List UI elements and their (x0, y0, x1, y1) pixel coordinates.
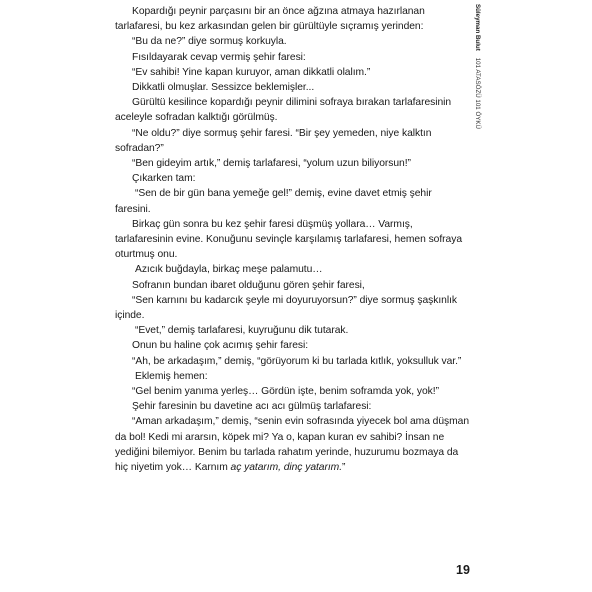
paragraph: “Ben gideyim artık,” demiş tarlafaresi, “yolum uzun biliyorsun!” (132, 158, 411, 170)
running-header (470, 4, 484, 224)
paragraph: Azıcık buğdayla, birkaç meşe palamutu… (135, 264, 323, 276)
running-header-text (473, 4, 481, 129)
paragraph: “Ah, be arkadaşım,” demiş, “görüyorum ki bu tarlada kıtlık, yoksulluk var.” (132, 355, 462, 367)
paragraph: Çıkarken tam: (132, 173, 196, 185)
paragraph: Onun bu haline çok acımış şehir faresi: (132, 340, 309, 352)
paragraph: “Sen de bir gün bana yemeğe gel!” demiş, evine davet etmiş şehir faresini. (115, 188, 432, 215)
running-header-title: 101 ATASÖZÜ 101 ÖYKÜ (474, 57, 481, 129)
paragraph: “Evet,” demiş tarlafaresi, kuyruğunu dik tutarak. (135, 325, 349, 337)
paragraph: Gürültü kesilince kopardığı peynir dilimini sofraya bırakan tarlafaresinin aceleyle sofradan kalktığı görülmüş. (115, 97, 452, 124)
paragraph: Sofranın bundan ibaret olduğunu gören şehir faresi, (132, 279, 365, 291)
paragraph-final-italic: aç yatarım, dinç yatarım. (230, 462, 343, 474)
paragraph: Şehir faresinin bu davetine acı acı gülmüş tarlafaresi: (132, 401, 372, 413)
paragraph: “Gel benim yanıma yerleş… Gördün işte, benim soframda yok, yok!” (132, 386, 439, 398)
story-text (115, 4, 470, 475)
paragraph: Birkaç gün sonra bu kez şehir faresi düşmüş yollara… Varmış, tarlafaresinin evine. Konuğunu sevinçle karşılamış tarlafaresi, hemen sofraya oturtmuş onu. (115, 218, 462, 261)
paragraph: Eklemiş hemen: (135, 370, 208, 382)
paragraph: “Ev sahibi! Yine kapan kuruyor, aman dikkatli olalım.” (132, 66, 371, 78)
paragraph: Dikkatli olmuşlar. Sessizce beklemişler... (132, 82, 315, 94)
running-header-author: Süleyman Bulut (474, 4, 481, 51)
paragraph: “Bu da ne?” diye sormuş korkuyla. (132, 36, 287, 48)
paragraph: “Ne oldu?” diye sormuş şehir faresi. “Bir şey yemeden, niye kalktın sofradan?” (115, 127, 432, 154)
page-number: 19 (456, 563, 470, 577)
paragraph: Kopardığı peynir parçasını bir an önce ağzına atmaya hazırlanan tarlafaresi, bu kez arkasından gelen bir gürültüyle sıçramış yerinden: (115, 6, 425, 33)
paragraph: Fısıldayarak cevap vermiş şehir faresi: (132, 51, 306, 63)
paragraph-final (115, 414, 470, 475)
paragraph: “Sen karnını bu kadarcık şeyle mi doyuruyorsun?” diye sormuş şaşkınlık içinde. (115, 294, 457, 322)
paragraph-final-text: “Aman arkadaşım,” demiş, “senin evin sofrasında yiyecek bol ama düşman da bol! Kedi mi ararsın, köpek mi? Ya o, kapan kuran ev sahibi? İnsan ne yediğini bilemiyor. Benim bu tarlada rahatım yerinde, huzurumu bozmaya da hiç niyetim yok… Karnım (115, 416, 470, 474)
paragraph-final-tail: ” (342, 462, 346, 474)
